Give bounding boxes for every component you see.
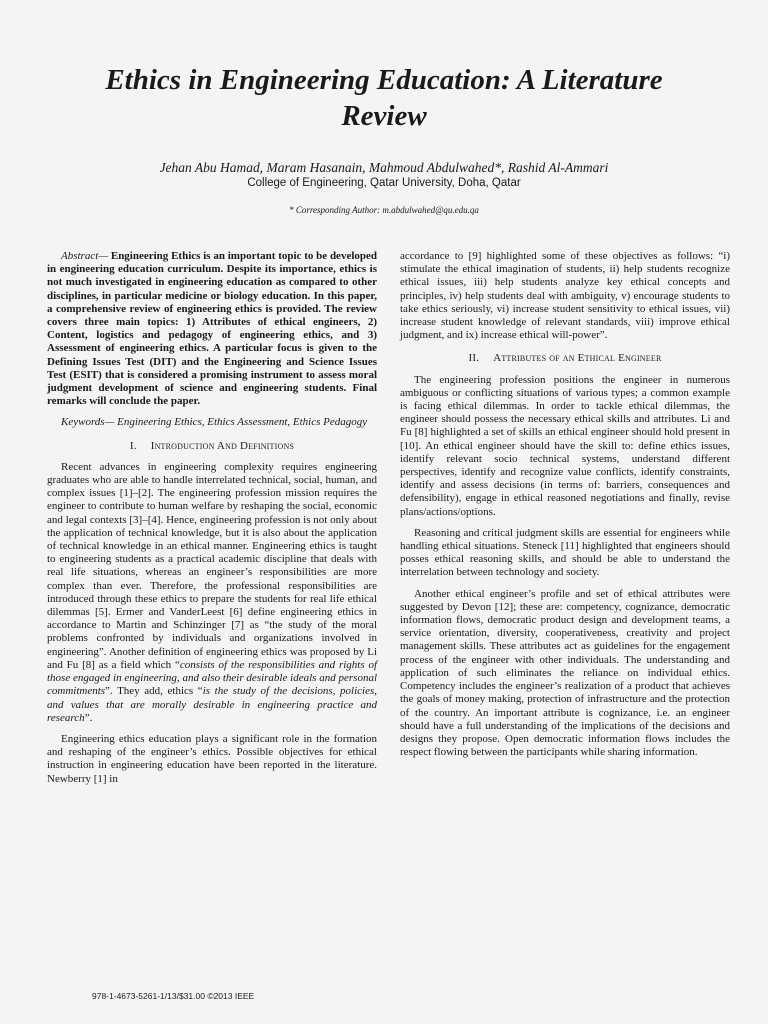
intro-quote-1: consists of the responsibilities and rights of those engaged in engineering, and also their desirable ideals and personal commitments [47,658,377,698]
keywords-lead: Keywords— [61,416,115,429]
intro-paragraph-1 [47,461,377,725]
section-title: Attributes of an Ethical Engineer [493,352,662,365]
intro-p1-mid: ”. They add, ethics “ [105,685,203,698]
intro-p1-text: Recent advances in engineering complexity requires engineering graduates who are able to handle interrelated technical, social, human, and complex issues [1]–[2]. The engineering profession mission requires the engineer to contribute to human welfare by reshaping the social, economic and legal contexts [3]–[4]. Hence, engineering profession is not only about the application of technical knowledge, but it is also about the application of technical knowledge in an ethical manner. Engineering ethics is taught to engineering students as a practical academic discipline that deals with real life situations, whereas an engineer’s responsibilities are more complex than ever. Therefore, the professional responsibilities are introduced through these ethics to prepare the students for real life ethical dilemmas [5]. Ermer and VanderLeest [6] define engineering ethics in accordance to Martin and Schinzinger [7] as “the study of the moral problems confronted by individuals and organizations involved in engineering”. Another definition of engineering ethics was proposed by Li and Fu [8] as a field which “ [47,460,377,671]
corresponding-label: * Corresponding Author: [289,205,381,215]
affiliation: College of Engineering, Qatar University, Doha, Qatar [247,177,521,189]
attributes-paragraph-3: Another ethical engineer’s profile and set of ethical attributes were suggested by Devon [12]; these are: competency, cognizance, democratic information flows, democratic product design and development teams, a service orientation, diversity, cooperativeness, creativity and project management skills. These attributes act as guidelines for the engagement process of the engineer with other individuals. The understanding and application of such eliminates the reliance on individual ethics. Competency includes the engineer’s realization of a product that achieves the goals of money making, protection of infrastructure and the protection of the country. An important attribute is cognizance, i.e. an engineer should have a full understanding of the implications of the decisions and designs they propose. Open democratic information flows includes the respect flowing between the participants while sharing information. [400,587,730,759]
section-heading-attributes [400,352,730,365]
section-heading-introduction [47,440,377,453]
keywords [47,416,377,429]
intro-paragraph-2: Engineering ethics education plays a significant role in the formation and reshaping of the engineer’s ethics. Possible objectives for ethical instruction in engineering education have been reported in the literature. Newberry [1] in [47,732,377,785]
section-number: II. [468,352,480,365]
corresponding-email: m.abdulwahed@qu.edu.qa [382,205,479,215]
right-column [400,250,730,767]
author-list: Jehan Abu Hamad, Maram Hasanain, Mahmoud Abdulwahed*, Rashid Al-Ammari [159,160,609,175]
paper-title: Ethics in Engineering Education: A Literature Review [105,64,663,132]
abstract-lead: Abstract— [61,250,109,262]
intro-p1-end: ”. [84,711,93,724]
intro-quote-2: is the study of the decisions, policies, and values that are morally desirable in engineering practice and research [47,685,377,724]
keywords-text: Engineering Ethics, Ethics Assessment, Ethics Pedagogy [114,416,368,429]
abstract [47,250,377,408]
attributes-paragraph-1: The engineering profession positions the engineer in numerous ambiguous or conflicting situations of various types; a common example is facing ethical dilemmas. In order to tackle ethical dilemmas, the engineer should possess the necessary ethical skills and attributes. Li and Fu [8] highlighted a set of skills an ethical engineer should hold present in [10]. An ethical engineer should have the skill to: define ethics issues, identify relevant socio technical systems, understand different perspectives, identify and recognize value conflicts, identify constraints, identify and assess decisions (in terms of: barriers, consequences and defensibility), engage in ethical reasoned negotiations and finally, revise plans/actions/options. [400,373,730,518]
copyright-footer: 978-1-4673-5261-1/13/$31.00 ©2013 IEEE [92,991,255,1001]
abstract-text: Engineering Ethics is an important topic to be developed in engineering education curriculum. Despite its importance, ethics is not much investigated in engineering education as compared to other disciplines, in particular medicine or biology education. In this paper, a comprehensive review of engineering ethics is provided. The review covers three main topics: 1) Attributes of ethical engineers, 2) Content, logistics and pedagogy of engineering ethics, and 3) Assessment of engineering ethics. A particular focus is given to the Defining Issues Test (DIT) and the Engineering and Science Issues Test (ESIT) that is considered a promising instrument to assess moral judgment development of science and engineering students. Final remarks will conclude the paper. [47,250,377,408]
objectives-paragraph: accordance to [9] highlighted some of these objectives as follows: “i) stimulate the ethical imagination of students, ii) help students recognize ethical issues, iii) help students analyze key ethical concepts and principles, iv) help students deal with ambiguity, v) encourage students to take ethics seriously, vi) increase student sensitivity to ethical issues, vii) increase student knowledge of relevant standards, viii) improve ethical judgment, and ix) increase ethical will-power”. [400,250,730,342]
left-column [47,250,377,794]
corresponding-author [40,205,728,215]
section-title: Introduction And Definitions [150,439,295,452]
attributes-paragraph-2: Reasoning and critical judgment skills are essential for engineers while handling ethical situations. Steneck [11] highlighted that engineers should posses ethical reasoning skills, and should be able to understand the interrelation between technology and society. [400,526,730,579]
section-number: I. [129,439,137,452]
